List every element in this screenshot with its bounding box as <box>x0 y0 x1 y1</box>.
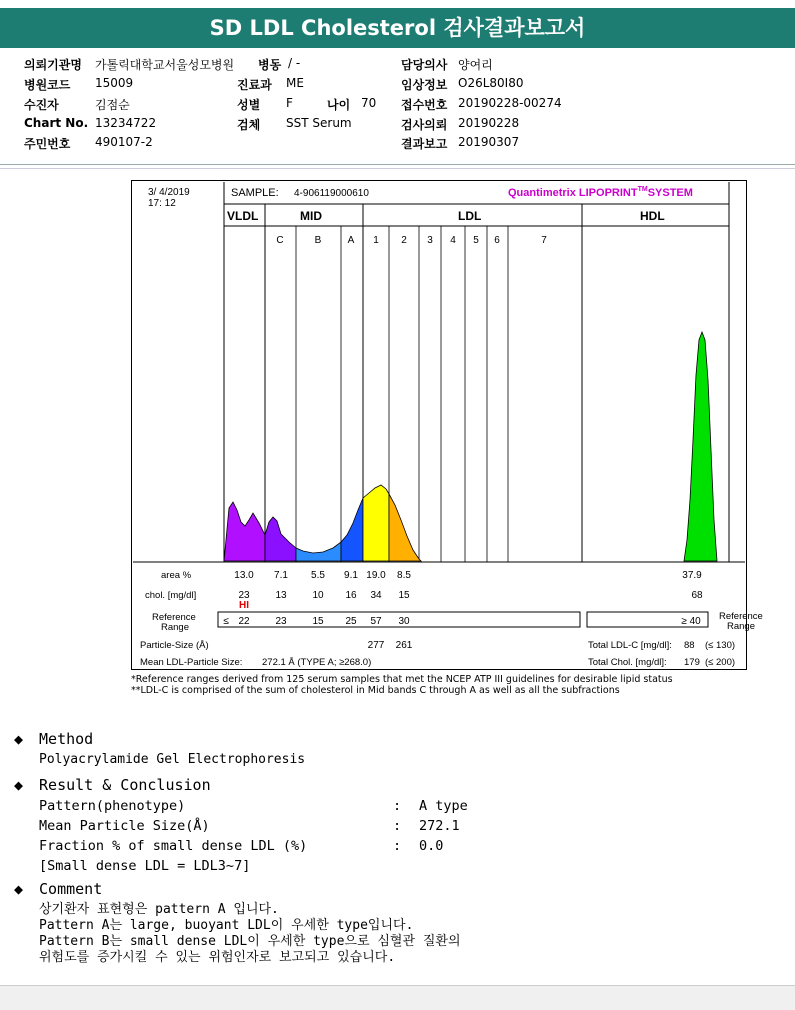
request-date-value: 20190228 <box>458 116 520 130</box>
comment-line: 위험도를 증가시킬 수 있는 위험인자로 보고되고 있습니다. <box>39 950 396 965</box>
subband-c: C <box>276 235 284 246</box>
diamond-icon: ◆ <box>14 730 24 748</box>
total-chol-ref: (≤ 200) <box>705 657 736 668</box>
area-mid-b: 5.5 <box>311 570 325 581</box>
receipt-no-label: 접수번호 <box>401 98 448 112</box>
hospital-label: 의뢰기관명 <box>24 58 82 72</box>
ref-mid-b: 15 <box>312 616 324 627</box>
sex-value: F <box>286 96 293 110</box>
ref-right-label2: Range <box>727 621 755 632</box>
request-date-label: 검사의뢰 <box>401 118 448 132</box>
hospital-code-label: 병원코드 <box>24 78 71 92</box>
chol-mid-a: 16 <box>345 590 357 601</box>
subband-2: 2 <box>401 235 407 246</box>
report-date-value: 20190307 <box>458 135 520 149</box>
hospital-value: 가톨릭대학교서울성모병원 <box>95 58 235 72</box>
department-label: 진료과 <box>237 78 272 92</box>
result-colon: : <box>393 838 402 854</box>
result-label-mean-size: Mean Particle Size(Å) <box>39 818 210 834</box>
result-value-mean-size: 272.1 <box>419 818 460 834</box>
result-label-fraction: Fraction % of small dense LDL (%) <box>39 838 308 854</box>
area-ldl2: 8.5 <box>397 570 411 581</box>
chol-ldl1: 34 <box>370 590 382 601</box>
diamond-icon: ◆ <box>14 880 24 898</box>
ref-right-label1: Reference <box>719 611 763 622</box>
chol-ldl2: 15 <box>398 590 410 601</box>
department-value: ME <box>286 76 304 90</box>
report-date: 3/ 4/2019 <box>148 187 190 198</box>
chol-hdl: 68 <box>691 590 703 601</box>
footnotes <box>131 674 673 696</box>
ward-value: / - <box>288 56 301 70</box>
footnote-2: **LDL-C is comprised of the sum of cholesterol in Mid bands C through A as well as all the subfractions <box>131 685 620 696</box>
ref-ldl2: 30 <box>398 616 410 627</box>
total-ldl-value: 88 <box>684 640 695 651</box>
subband-a: A <box>347 235 355 246</box>
result-value-pattern: A type <box>419 798 468 814</box>
particle-ldl2: 261 <box>395 640 413 651</box>
comment-line: Pattern B는 small dense LDL이 우세한 type으로 심혈관 질환의 <box>39 934 461 949</box>
divider <box>0 168 795 169</box>
subband-4: 4 <box>450 235 456 246</box>
brand-name: Quantimetrix LIPOPRINT™SYSTEM <box>508 186 693 199</box>
comment-line: Pattern A는 large, buoyant LDL이 우세한 type입니다. <box>39 918 414 933</box>
doctor-value: 양여리 <box>458 58 493 72</box>
clinical-info-label: 임상정보 <box>401 78 448 92</box>
method-heading: ◆ Method <box>14 730 94 748</box>
specimen-label: 검체 <box>237 118 261 132</box>
page-footer-bar <box>0 985 795 1010</box>
divider <box>0 164 795 165</box>
chart-no-label: Chart No. <box>24 116 89 130</box>
doctor-label: 담당의사 <box>401 58 448 72</box>
method-text: Polyacrylamide Gel Electrophoresis <box>39 752 306 767</box>
particle-ldl1: 277 <box>367 640 385 651</box>
subband-5: 5 <box>473 235 479 246</box>
row-label-ref1: Reference <box>152 612 196 623</box>
specimen-value: SST Serum <box>286 116 352 130</box>
subband-3: 3 <box>427 235 433 246</box>
age-label: 나이 <box>327 98 351 112</box>
total-ldl-ref: (≤ 130) <box>705 640 736 651</box>
row-label-particle: Particle-Size (Å) <box>140 640 209 651</box>
row-label-ref2: Range <box>161 622 189 633</box>
report-title: SD LDL Cholesterol 검사결과보고서 <box>0 8 795 48</box>
subband-1: 1 <box>373 235 379 246</box>
ward-label: 병동 <box>258 58 282 72</box>
band-mid: MID <box>300 209 322 223</box>
chol-mid-b: 10 <box>312 590 324 601</box>
result-heading: ◆ Result & Conclusion <box>14 776 211 794</box>
total-chol-label: Total Chol. [mg/dl]: <box>588 657 667 668</box>
hospital-code-value: 15009 <box>95 76 134 90</box>
result-value-fraction: 0.0 <box>419 838 444 854</box>
resident-no-label: 주민번호 <box>24 137 71 151</box>
area-vldl: 13.0 <box>234 570 254 581</box>
ref-vldl: 22 <box>238 616 250 627</box>
ref-ldl1: 57 <box>370 616 382 627</box>
report-date-label: 결과보고 <box>401 137 448 151</box>
patient-value: 김점순 <box>95 98 130 112</box>
lipoprint-report <box>131 180 763 670</box>
area-hdl: 37.9 <box>682 570 702 581</box>
chart-no-value: 13234722 <box>95 116 157 130</box>
band-vldl: VLDL <box>227 209 259 223</box>
patient-label: 수진자 <box>24 98 59 112</box>
mean-particle-value: 272.1 Å (TYPE A; ≥268.0) <box>262 657 372 668</box>
area-mid-a: 9.1 <box>344 570 358 581</box>
band-ldl: LDL <box>458 209 482 223</box>
comment-heading: ◆ Comment <box>14 880 103 898</box>
row-label-mean: Mean LDL-Particle Size: <box>140 657 243 668</box>
report-time: 17: 12 <box>148 198 176 209</box>
area-ldl1: 19.0 <box>366 570 386 581</box>
ref-le-symbol: ≤ <box>223 616 229 627</box>
total-chol-value: 179 <box>684 657 700 668</box>
comment-line: 상기환자 표현형은 pattern A 입니다. <box>39 902 279 917</box>
band-hdl: HDL <box>640 209 665 223</box>
ref-mid-c: 23 <box>275 616 287 627</box>
result-colon: : <box>393 798 402 814</box>
result-label-pattern: Pattern(phenotype) <box>39 798 186 814</box>
total-ldl-label: Total LDL-C [mg/dl]: <box>588 640 672 651</box>
hi-flag: HI <box>239 600 249 611</box>
subband-b: B <box>314 235 322 246</box>
subband-6: 6 <box>494 235 500 246</box>
clinical-info-value: O26L80I80 <box>458 76 524 90</box>
result-note: [Small dense LDL = LDL3~7] <box>39 858 251 874</box>
ref-mid-a: 25 <box>345 616 357 627</box>
sample-value: 4-906119000610 <box>294 188 369 199</box>
sex-label: 성별 <box>237 98 261 112</box>
row-label-chol: chol. [mg/dl] <box>145 590 197 601</box>
subband-7: 7 <box>541 235 547 246</box>
ref-hdl: ≥ 40 <box>681 616 701 627</box>
footnote-1: *Reference ranges derived from 125 serum samples that met the NCEP ATP III guidelines for desirable lipid status <box>131 674 673 685</box>
area-mid-c: 7.1 <box>274 570 288 581</box>
sample-label: SAMPLE: <box>231 187 279 199</box>
row-label-area: area % <box>161 570 192 581</box>
chol-mid-c: 13 <box>275 590 287 601</box>
diamond-icon: ◆ <box>14 776 24 794</box>
densitometry-trace <box>224 332 717 561</box>
age-value: 70 <box>361 96 377 110</box>
receipt-no-value: 20190228-00274 <box>458 96 562 110</box>
resident-no-value: 490107-2 <box>95 135 153 149</box>
result-colon: : <box>393 818 402 834</box>
chol-vldl: 23 <box>238 590 250 601</box>
